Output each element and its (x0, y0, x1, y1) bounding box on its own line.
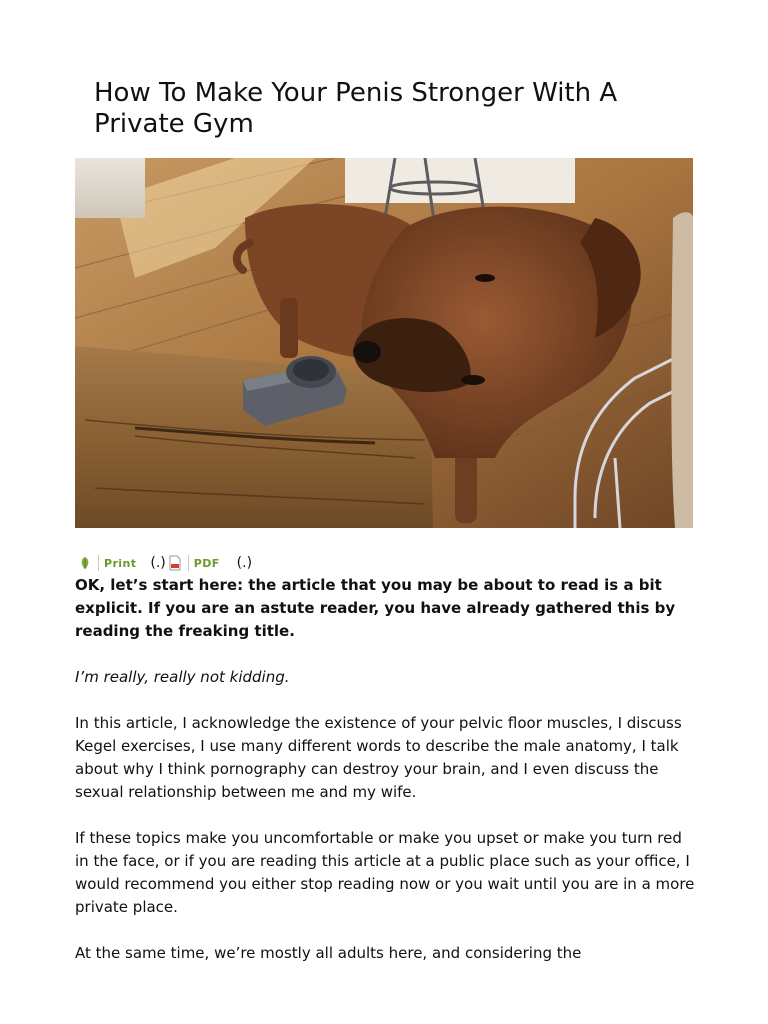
article-photo (75, 158, 693, 528)
discomfort-paragraph: If these topics make you uncomfortable or make you upset or make you turn red in the face, or if you are reading this article at a public place such as your office, I would recommend you either stop reading now or you wait until you are in a more private place. (75, 829, 695, 916)
print-link-suffix: (.) (150, 555, 166, 571)
adults-paragraph: At the same time, we’re mostly all adults here, and considering the (75, 944, 582, 962)
topics-paragraph: In this article, I acknowledge the existence of your pelvic floor muscles, I discuss Kegel exercises, I use many different words to describe the male anatomy, I talk about why I think pornography can destroy your brain, and I even discuss the sexual relationship between me and my wife. (75, 714, 682, 801)
pdf-link[interactable]: PDF (193, 556, 220, 570)
pdf-document-icon[interactable] (168, 555, 182, 571)
article-body (75, 574, 700, 988)
print-friendly-leaf-icon[interactable] (78, 555, 92, 571)
not-kidding-paragraph: I’m really, really not kidding. (75, 668, 290, 686)
toolbar-separator (188, 555, 189, 571)
print-pdf-toolbar (78, 553, 254, 573)
toolbar-separator (98, 555, 99, 571)
article-title: How To Make Your Penis Stronger With A Private Gym (94, 78, 618, 139)
print-link[interactable]: Print (104, 556, 137, 570)
pdf-link-suffix: (.) (236, 555, 253, 571)
intro-warning-paragraph: OK, let’s start here: the article that you may be about to read is a bit explicit. If you are an astute reader, you have already gathered this by reading the freaking title. (75, 576, 676, 640)
